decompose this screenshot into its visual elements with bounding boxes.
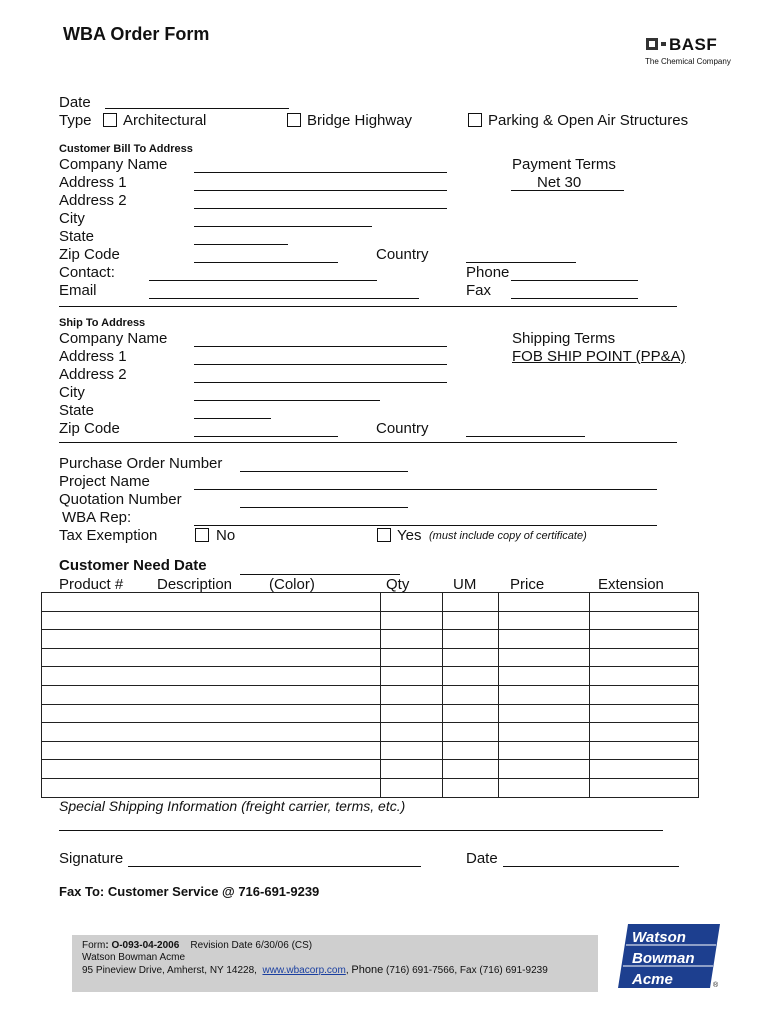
table-cell[interactable]: [499, 760, 590, 779]
bill-to-section-title: Customer Bill To Address: [59, 143, 193, 155]
table-cell[interactable]: [42, 704, 381, 723]
payment-terms-label: Payment Terms: [512, 156, 616, 173]
ship-zip-label: Zip Code: [59, 420, 120, 437]
customer-need-date-field[interactable]: [240, 574, 400, 575]
bill-email-field[interactable]: [149, 298, 419, 299]
table-cell[interactable]: [499, 611, 590, 630]
table-cell[interactable]: [381, 593, 443, 612]
logo-text-block: [632, 927, 695, 990]
bridge-highway-checkbox[interactable]: [287, 113, 301, 127]
table-cell[interactable]: [590, 704, 699, 723]
ship-state-label: State: [59, 402, 95, 419]
ship-company-name-field[interactable]: [194, 346, 447, 347]
ship-country-label: Country: [376, 420, 429, 437]
col-product-number: Product #: [59, 576, 124, 593]
registered-mark-icon: ®: [713, 982, 719, 989]
table-cell[interactable]: [443, 667, 499, 686]
signature-label: Signature: [59, 850, 124, 867]
table-cell[interactable]: [381, 685, 443, 704]
table-cell[interactable]: [381, 648, 443, 667]
shipping-terms-label: Shipping Terms: [512, 330, 616, 347]
footer-revision: Revision Date 6/30/06 (CS): [190, 940, 313, 951]
fax-label: Fax: [466, 282, 492, 299]
footer-form-number: O-093-04-2006: [111, 940, 180, 951]
bill-city-label: City: [59, 210, 85, 227]
parking-checkbox[interactable]: [468, 113, 482, 127]
bill-contact-field[interactable]: [149, 280, 377, 281]
table-cell[interactable]: [443, 593, 499, 612]
bill-company-name-label: Company Name: [59, 156, 168, 173]
customer-need-date-label: Customer Need Date: [59, 557, 207, 574]
bill-contact-label: Contact:: [59, 264, 115, 281]
table-cell[interactable]: [443, 778, 499, 797]
footer-panel: [72, 935, 598, 992]
table-cell[interactable]: [381, 611, 443, 630]
table-cell[interactable]: [381, 704, 443, 723]
basf-logo-text: BASF: [669, 35, 718, 54]
table-cell[interactable]: [590, 778, 699, 797]
col-extension: Extension: [598, 576, 664, 593]
fax-to-line: Fax To: Customer Service @ 716-691-9239: [59, 884, 320, 899]
bill-to-divider: [59, 306, 677, 307]
bill-address2-field[interactable]: [194, 208, 447, 209]
type-label: Type: [59, 112, 92, 129]
ship-address1-label: Address 1: [59, 348, 127, 365]
table-cell[interactable]: [381, 667, 443, 686]
parking-label: Parking & Open Air Structures: [488, 112, 689, 129]
table-cell[interactable]: [499, 685, 590, 704]
table-cell[interactable]: [443, 723, 499, 742]
table-cell[interactable]: [499, 704, 590, 723]
footer-company: Watson Bowman Acme: [82, 952, 186, 963]
table-cell[interactable]: [590, 723, 699, 742]
footer-website-link[interactable]: www.wbacorp.com: [262, 965, 346, 976]
tax-no-checkbox[interactable]: [195, 528, 209, 542]
bridge-highway-label: Bridge Highway: [307, 112, 413, 129]
table-cell[interactable]: [590, 741, 699, 760]
table-cell[interactable]: [443, 648, 499, 667]
table-cell[interactable]: [443, 630, 499, 649]
table-cell[interactable]: [443, 760, 499, 779]
bill-country-field[interactable]: [466, 262, 576, 263]
date-label: Date: [59, 94, 91, 111]
table-row: [42, 611, 699, 630]
table-cell[interactable]: [590, 593, 699, 612]
table-cell[interactable]: [42, 723, 381, 742]
fax-field[interactable]: [511, 298, 638, 299]
table-row: [42, 704, 699, 723]
table-cell[interactable]: [381, 630, 443, 649]
footer-form-label: Form: [82, 940, 106, 951]
bill-zip-field[interactable]: [194, 262, 338, 263]
tax-yes-checkbox[interactable]: [377, 528, 391, 542]
ship-city-label: City: [59, 384, 85, 401]
project-name-field[interactable]: [194, 489, 657, 490]
col-qty: Qty: [386, 576, 410, 593]
table-cell[interactable]: [381, 723, 443, 742]
project-name-label: Project Name: [59, 473, 150, 490]
quotation-number-label: Quotation Number: [59, 491, 182, 508]
watson-bowman-acme-logo: [616, 922, 722, 994]
table-cell[interactable]: [443, 741, 499, 760]
ship-address2-label: Address 2: [59, 366, 127, 383]
phone-field[interactable]: [511, 280, 638, 281]
footer-phone-fax: (716) 691-7566, Fax (716) 691-9239: [385, 965, 548, 976]
table-cell[interactable]: [443, 611, 499, 630]
table-row: [42, 723, 699, 742]
table-cell[interactable]: [499, 667, 590, 686]
tax-yes-note: (must include copy of certificate): [429, 530, 587, 542]
signature-date-field[interactable]: [503, 866, 679, 867]
ship-city-field[interactable]: [194, 400, 380, 401]
logo-line-bowman: Bowman: [632, 950, 695, 967]
table-cell[interactable]: [42, 741, 381, 760]
ship-address2-field[interactable]: [194, 382, 447, 383]
table-cell[interactable]: [42, 648, 381, 667]
payment-terms-value: Net 30: [537, 174, 582, 191]
bill-country-label: Country: [376, 246, 429, 263]
table-cell[interactable]: [443, 704, 499, 723]
bill-company-name-field[interactable]: [194, 172, 447, 173]
bill-address1-label: Address 1: [59, 174, 127, 191]
table-cell[interactable]: [590, 685, 699, 704]
bill-address1-field[interactable]: [194, 190, 447, 191]
phone-label: Phone: [466, 264, 510, 281]
table-cell[interactable]: [381, 741, 443, 760]
ship-zip-field[interactable]: [194, 436, 338, 437]
basf-logo: [645, 36, 727, 59]
table-cell[interactable]: [42, 630, 381, 649]
logo-line-watson: Watson: [632, 929, 686, 946]
ship-company-name-label: Company Name: [59, 330, 168, 347]
ship-to-section-title: Ship To Address: [59, 317, 146, 329]
table-cell[interactable]: [590, 630, 699, 649]
col-um: UM: [453, 576, 477, 593]
signature-field[interactable]: [128, 866, 421, 867]
table-row: [42, 685, 699, 704]
table-row: [42, 778, 699, 797]
bill-state-label: State: [59, 228, 95, 245]
table-cell[interactable]: [42, 667, 381, 686]
table-cell[interactable]: [590, 667, 699, 686]
tax-exemption-label: Tax Exemption: [59, 527, 158, 544]
date-field[interactable]: [105, 108, 289, 109]
table-cell[interactable]: [590, 611, 699, 630]
bill-city-field[interactable]: [194, 226, 372, 227]
bill-email-label: Email: [59, 282, 97, 299]
footer-address-line: 95 Pineview Drive, Amherst, NY 14228, www.wbacorp.com, Phone (716) 691-7566, Fax (716) 691-9239: [82, 964, 548, 976]
table-cell[interactable]: [499, 778, 590, 797]
wba-rep-label: WBA Rep:: [62, 509, 132, 526]
table-row: [42, 593, 699, 612]
table-cell[interactable]: [499, 630, 590, 649]
table-row: [42, 630, 699, 649]
tax-yes-label: Yes: [397, 527, 422, 544]
architectural-checkbox[interactable]: [103, 113, 117, 127]
table-row: [42, 648, 699, 667]
table-cell[interactable]: [42, 593, 381, 612]
payment-terms-field[interactable]: [511, 190, 624, 191]
table-cell[interactable]: [590, 760, 699, 779]
tax-no-label: No: [216, 527, 236, 544]
table-cell[interactable]: [381, 778, 443, 797]
special-shipping-field[interactable]: [59, 830, 663, 831]
po-number-field[interactable]: [240, 471, 408, 472]
col-price: Price: [510, 576, 545, 593]
form-title: WBA Order Form: [63, 24, 210, 44]
shipping-terms-value: FOB SHIP POINT (PP&A): [512, 348, 686, 365]
table-cell[interactable]: [499, 593, 590, 612]
special-shipping-label: Special Shipping Information (freight carrier, terms, etc.): [59, 798, 406, 814]
ship-to-divider: [59, 442, 677, 443]
po-number-label: Purchase Order Number: [59, 455, 223, 472]
table-cell[interactable]: [42, 611, 381, 630]
table-row: [42, 667, 699, 686]
table-cell[interactable]: [42, 778, 381, 797]
col-description: Description: [157, 576, 233, 593]
logo-line-acme: Acme: [632, 971, 673, 988]
bill-zip-label: Zip Code: [59, 246, 120, 263]
product-table-body: [42, 593, 699, 798]
table-cell[interactable]: [42, 685, 381, 704]
ship-address1-field[interactable]: [194, 364, 447, 365]
footer-address: 95 Pineview Drive, Amherst, NY 14228,: [82, 965, 257, 976]
table-row: [42, 741, 699, 760]
quotation-number-field[interactable]: [240, 507, 408, 508]
table-cell[interactable]: [42, 760, 381, 779]
product-table: [41, 592, 699, 798]
table-cell[interactable]: [499, 648, 590, 667]
table-row: [42, 760, 699, 779]
ship-country-field[interactable]: [466, 436, 585, 437]
table-cell[interactable]: [499, 741, 590, 760]
bill-address2-label: Address 2: [59, 192, 127, 209]
col-color: (Color): [269, 576, 315, 593]
bill-state-field[interactable]: [194, 244, 288, 245]
signature-date-label: Date: [466, 850, 498, 867]
ship-state-field[interactable]: [194, 418, 271, 419]
table-cell[interactable]: [499, 723, 590, 742]
architectural-label: Architectural: [123, 112, 207, 129]
table-cell[interactable]: [443, 685, 499, 704]
wba-rep-field[interactable]: [194, 525, 657, 526]
footer-form-line: Form: O-093-04-2006 Revision Date 6/30/06 (CS): [82, 940, 313, 951]
table-cell[interactable]: [590, 648, 699, 667]
footer-phone-label: Phone: [351, 964, 384, 976]
basf-tagline: The Chemical Company: [645, 57, 731, 66]
table-cell[interactable]: [381, 760, 443, 779]
